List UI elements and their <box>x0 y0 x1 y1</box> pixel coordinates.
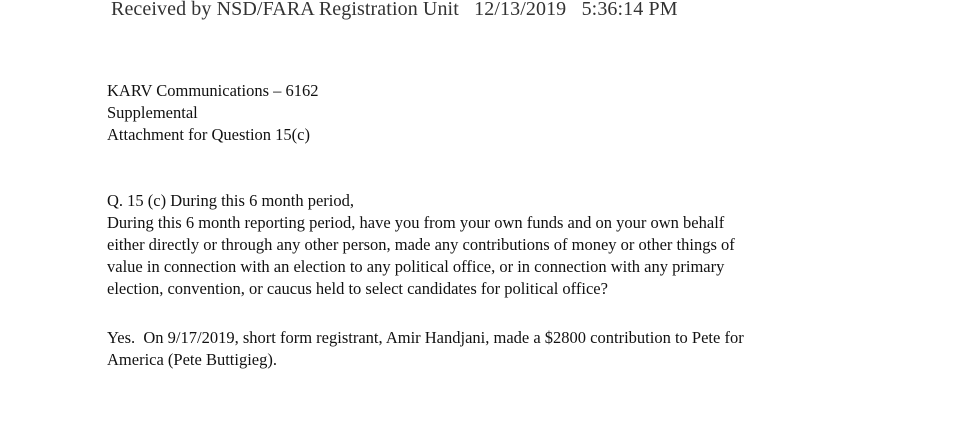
fara-received-stamp: Received by NSD/FARA Registration Unit 12/13/2019 5:36:14 PM <box>111 0 678 20</box>
question-text-line: either directly or through any other person, made any contributions of money or other things of <box>107 235 735 254</box>
answer-text-line: America (Pete Buttigieg). <box>107 350 277 369</box>
answer-section <box>107 327 744 371</box>
question-text-line: election, convention, or caucus held to select candidates for political office? <box>107 279 608 298</box>
registrant-name: KARV Communications – 6162 <box>107 81 319 100</box>
question-text-line: value in connection with an election to any political office, or in connection with any primary <box>107 257 725 276</box>
question-title: Q. 15 (c) During this 6 month period, <box>107 191 355 210</box>
answer-text-line: Yes. On 9/17/2019, short form registrant, Amir Handjani, made a $2800 contribution to Pete for <box>107 328 744 347</box>
attachment-title: Attachment for Question 15(c) <box>107 125 310 144</box>
document-heading <box>107 80 319 146</box>
filing-type: Supplemental <box>107 103 198 122</box>
question-section <box>107 190 735 300</box>
question-text-line: During this 6 month reporting period, have you from your own funds and on your own behalf <box>107 213 725 232</box>
